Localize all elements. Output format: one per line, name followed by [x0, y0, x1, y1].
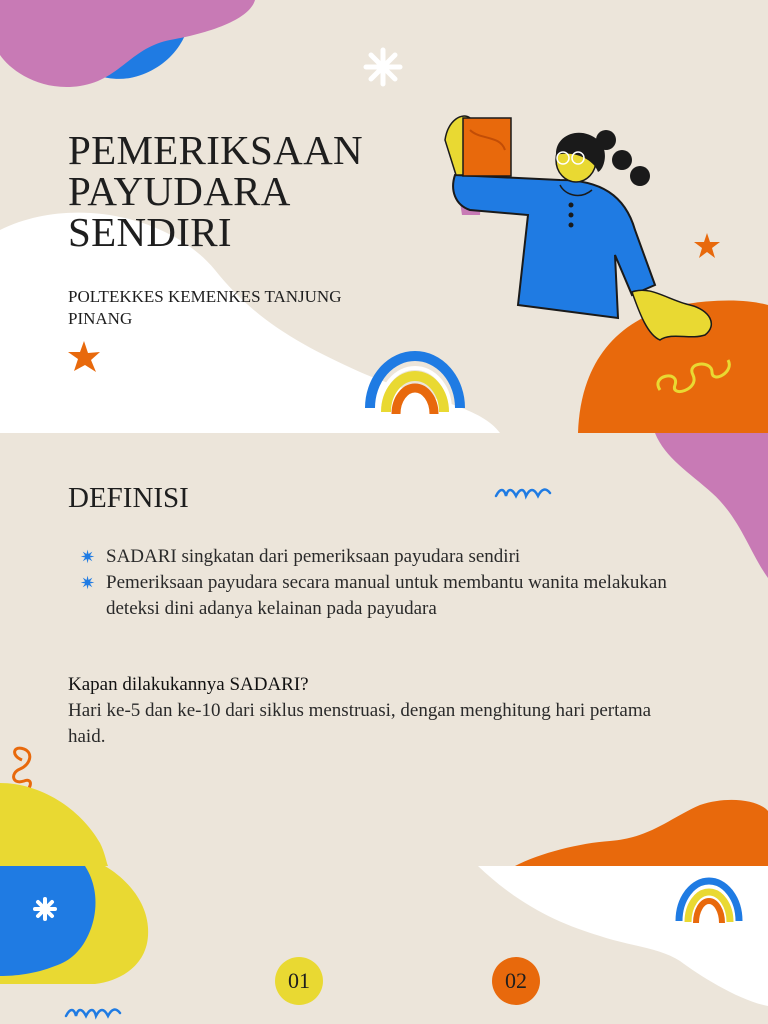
star-icon	[694, 233, 720, 258]
step-badge-02: 02	[492, 957, 540, 1005]
woman-reading-illustration	[445, 116, 711, 340]
step-badge-01: 01	[275, 957, 323, 1005]
list-item	[80, 544, 670, 570]
title-slide	[0, 0, 768, 433]
numbered-slide-background	[0, 866, 768, 1024]
numbered-slide	[0, 866, 768, 1024]
answer-text: Hari ke-5 dan ke-10 dari siklus menstruasi, dengan menghitung hari pertama haid.	[68, 700, 652, 747]
title-line: PEMERIKSAAN	[68, 127, 363, 173]
yellow-blob	[0, 783, 108, 866]
asterisk-icon	[366, 50, 400, 84]
definition-slide	[0, 433, 768, 866]
squiggle-icon	[496, 490, 550, 496]
question-text: Kapan dilakukannya SADARI?	[68, 674, 309, 695]
title-line: PAYUDARA	[68, 168, 291, 214]
document-title	[68, 127, 398, 255]
section-heading: DEFINISI	[68, 482, 189, 514]
orange-blob	[515, 800, 768, 866]
definition-list	[80, 544, 670, 622]
list-item-text: SADARI singkatan dari pemeriksaan payudara sendiri	[106, 546, 521, 567]
institution-subtitle: POLTEKKES KEMENKES TANJUNG PINANG	[68, 287, 342, 328]
asterisk-icon	[35, 899, 55, 919]
title-line: SENDIRI	[68, 209, 232, 255]
squiggle-icon	[66, 1010, 120, 1016]
asterisk-icon: ✷	[80, 573, 96, 593]
pink-blob	[655, 433, 768, 578]
list-item	[80, 570, 670, 622]
list-item-text: Pemeriksaan payudara secara manual untuk membantu wanita melakukan deteksi dini adanya kelainan pada payudara	[106, 572, 667, 619]
asterisk-icon: ✷	[80, 547, 96, 567]
question-block	[68, 672, 688, 750]
